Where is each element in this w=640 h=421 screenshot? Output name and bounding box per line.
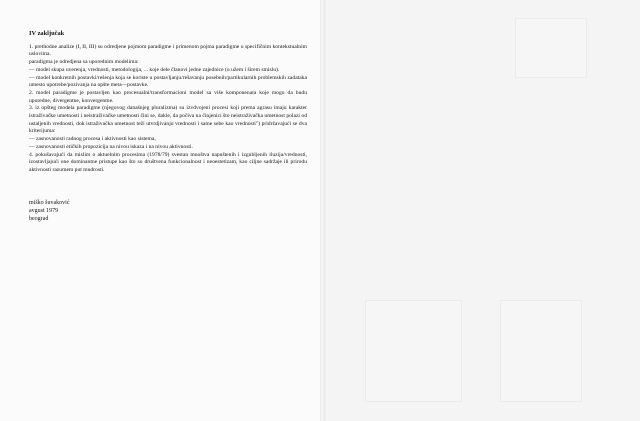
paragraph-7: — zasnovanosti radnog procesa i aktivnosti kao sistema,	[29, 136, 156, 143]
paragraph-5: 2. model paradigme je postavljen kao procesualni/transformacioni model sa više komponenata koje mogu da budu uporedne, divergentne, konvergentne.	[29, 89, 307, 104]
paragraph-2: paradigma je odredjena sa uporednim modelima:	[29, 59, 139, 66]
paragraph-8: — zasnovanosti etičkih propozicija na nivou iskaza i na nivou aktivnosti.	[29, 143, 193, 150]
paragraph-4: — model konkretnih postavki/rešenja koja se koriste u postavljanju/rešavanju posebnih/partikularnih problemskih zadataka umesto upotrebe/pozivanja na opšte meta—postavke.	[29, 74, 307, 89]
paragraph-3: — model skupa uverenja, vrednosti, metodologija, ... koje dele članovi jedne zajednice (u užem i širem smislu).	[29, 66, 280, 73]
signature-block	[29, 199, 307, 224]
bleed-through-shape-2	[365, 300, 462, 402]
bleed-through-shape-3	[500, 300, 582, 402]
section-heading: IV zaključak	[29, 30, 65, 37]
paragraph-1: 1. prethodne analize (I, II, III) su odredjene pojmom paradigme i primenom pojma paradigme u specifičnim kontekstualnim uslovima.	[29, 43, 307, 58]
signature-date: avgust 1979	[29, 207, 59, 214]
text-block	[29, 30, 307, 224]
bleed-through-shape-1	[515, 18, 587, 78]
right-page-blank	[325, 0, 640, 421]
signature-place: beograd	[29, 216, 49, 223]
paragraph-6: 3. iz opšteg modela paradigme (njegovog današnjeg pluralizma) su izvdvojeni procesi koji prema agrasu imaju karakter istraživačke umetnosti i neistraživačke umetnosti čini se, dakle, da počiva na činjenici što neistraživačka umetnost polazi od ustaljenih vrednosti, dok istraživačka umetnost teži utvrdjivanju vrednosti i same sebe kao vrednosti") pridržavajući se dva kriterijuma:	[29, 105, 307, 135]
paragraph-9: 4. pokušavajući da mislim o aktuelnim procesima (1978/79) svestan mnoštva napuštenih i izgubljenih iluzija/vrednosti, izostavljajući one dominantne pristupe kao što su društvena funkcionalnost i neoestetizam, kao ciljne sadržaje ili prirodu aktivnosti razumem put mudrosti.	[29, 151, 307, 173]
signature-author: miško šuvaković	[29, 199, 70, 206]
